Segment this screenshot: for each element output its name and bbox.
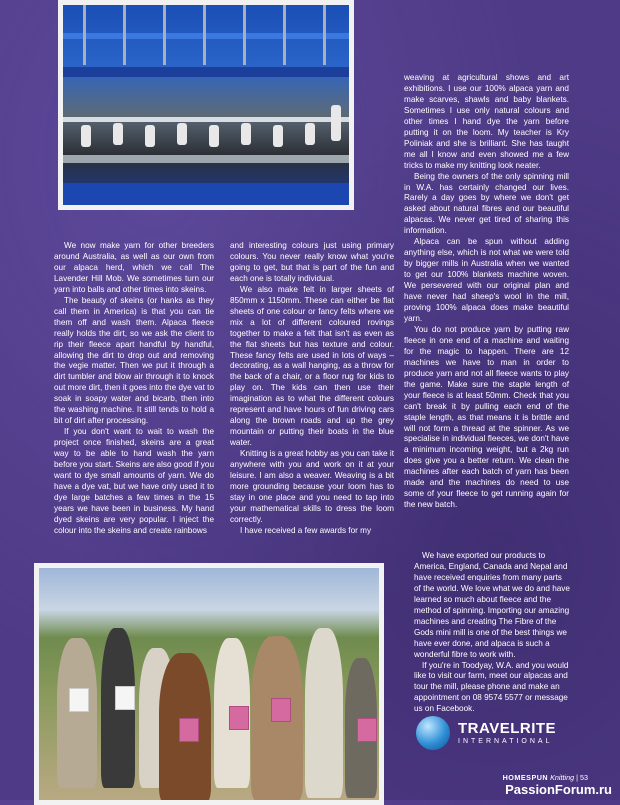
watermark: PassionForum.ru [505, 782, 612, 797]
paragraph: I have received a few awards for my [240, 525, 372, 535]
spinning-machine-image [63, 5, 349, 205]
section-name: Knitting [550, 773, 575, 782]
paragraph: You do not produce yarn by putting raw fleece in one end of a machine and waiting for the magic to happen. There are 12 machines we have to man in order to produce yarn and not all fleece wants to play the game. Make sure the staple length of your fleece is at least 50mm. Check that you can't break it by pulling each end of the staple length, as that means it is brittle and will not form a thread at the spinner. As we specialise in individual fleeces, we don't have a minimum incoming weight, but a 2kg run does give you a better return. We clean the machines after each batch of yarn has been made and the machines do need to use some of your fleece to get running again for the new batch. [404, 324, 569, 510]
paragraph: If you don't want to wait to wash the project once finished, skeins are a great way to be able to hand wash the yarn before you start. Skeins are also good if you want to dye small amounts of yarn. We do have a dye vat, but we have only used it to dye large batches a few times in the 15 years we have been in business. My hand dyed skeins are very popular. I inject the colour into the skeins and create rainbows [54, 427, 214, 535]
article-column-4 [414, 551, 570, 715]
magazine-name: HOMESPUN [502, 773, 549, 782]
paragraph: Being the owners of the only spinning mill in W.A. has certainly changed our lives. Rarely a day goes by where we don't get asked about natural fibres and our beautiful alpacas. We never get tired of sharing this information. [404, 171, 569, 236]
globe-icon [416, 716, 450, 750]
article-column-1 [54, 241, 214, 537]
paragraph: Knitting is a great hobby as you can take it anywhere with you and work on it at your leisure. I am also a weaver. Weaving is a bit more grounding because your loom has to stay in one place and you need to tap into your mathematical skills to dress the loom correctly. [230, 449, 394, 524]
paragraph: We also make felt in larger sheets of 850mm x 1150mm. These can either be flat sheets of one colour or fancy felts where we mix a lot of different coloured rovings together to make a felt that isn't as even as the flat sheets but has texture and colour. These fancy felts are used in lots of ways – decorating, as a wall hanging, as a throw for the back of a chair, or a floor rug for kids to play on. The kids can then use their imagination as to what the different colours represent and have hours of fun driving cars along the brown roads and up the grey mountain or putting their boats in the blue water. [230, 284, 394, 448]
paragraph: We now make yarn for other breeders around Australia, as well as our own from our alpaca herd, which we call The Lavender Hill Mob. We sometimes turn our yarn into balls and other times into skeins. [54, 241, 214, 294]
knitted-alpacas-image [39, 568, 379, 800]
page-footer [503, 773, 588, 782]
page-number: 53 [580, 773, 588, 782]
paragraph: We have exported our products to America, England, Canada and Nepal and have received enquiries from many parts of the world. We love what we do and have learned so much about fleece and the method of spinning. Importing our amazing machines and creating The Fibre of the Gods mini mill is one of the best things we have ever done, and alpaca is such a wonderful fibre to work with. [414, 551, 570, 659]
article-column-3 [404, 73, 569, 511]
paragraph: If you're in Toodyay, W.A. and you would like to visit our farm, meet our alpacas and tour the mill, please phone and make an appointment on 08 9574 5577 or message us on Facebook. [414, 660, 569, 714]
paragraph: and interesting colours just using primary colours. You never really know what you're going to get, but that is part of the fun and each one is totally individual. [230, 241, 394, 283]
paragraph: The beauty of skeins (or hanks as they call them in America) is that you can tie them off and wash them. Alpaca fleece really holds the dirt, so we ask the client to rip their fleece apart handful by handful, allowing the dirt to drop out and removing the vegie matter. Then we put it through a dirt tumbler and blow air through it to knock out more dirt, then it goes into the dye vat to soak in soapy water and bicarb, then into the washing machine. It still tends to hold a bit of dirt after processing. [54, 295, 214, 426]
travelrite-logo [416, 716, 576, 752]
logo-subtitle: INTERNATIONAL [458, 738, 553, 745]
knitted-alpacas-photo [34, 563, 384, 805]
footer-separator: | [576, 773, 578, 782]
logo-brand: TRAVELRITE [458, 720, 557, 737]
spinning-machine-photo [58, 0, 354, 210]
paragraph: Alpaca can be spun without adding anything else, which is not what we were told by bigger mills in Australia when we wanted to get our 100% blankets machine woven. We persevered with our original plan and have never had sheep's wool in the mill, proving 100% alpaca does make beautiful yarn. [404, 237, 569, 323]
article-column-2 [230, 241, 394, 537]
paragraph: weaving at agricultural shows and art exhibitions. I use our 100% alpaca yarn and make scarves, shawls and baby blankets. Sometimes I use only natural colours and other times I hand dye the yarn before putting it on the loom. My teacher is Kry Poliniak and she is brilliant. She has taught me all I know and even showed me a few tricks to make my knitting look neater. [404, 73, 569, 170]
